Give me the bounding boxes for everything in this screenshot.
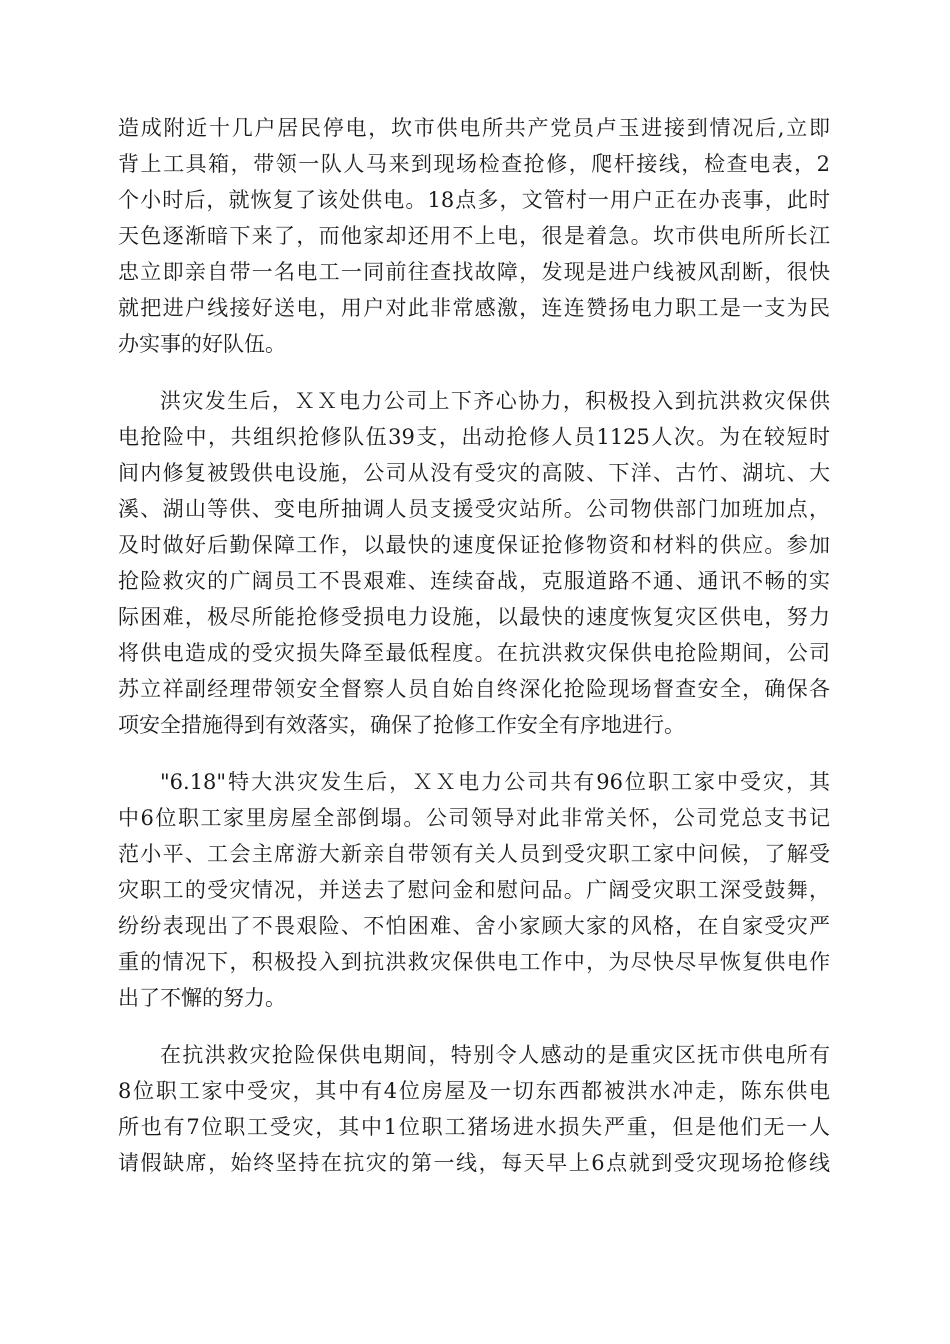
text-line: 所也有7位职工受灾，其中1位职工猪场进水损失严重，但是他们无一人 (118, 1115, 830, 1139)
text-line: 项安全措施得到有效落实，确保了抢修工作安全有序地进行。 (118, 713, 685, 737)
paragraph-3 (118, 764, 830, 1016)
text-line: 造成附近十几户居民停电，坎市供电所共产党员卢玉进接到情况后,立即 (118, 116, 830, 140)
text-line: 间内修复被毁供电设施，公司从没有受灾的高陂、下洋、古竹、湖坑、大 (118, 461, 830, 485)
paragraph-1 (118, 110, 830, 362)
text-line: 请假缺席，始终坚持在抗灾的第一线，每天早上6点就到受灾现场抢修线 (118, 1151, 830, 1175)
document-body (118, 110, 830, 1202)
text-line: 重的情况下，积极投入到抗洪救灾保供电工作中，为尽快尽早恢复供电作 (118, 950, 830, 974)
text-line: 洪灾发生后，ＸＸ电力公司上下齐心协力，积极投入到抗洪救灾保供 (160, 389, 830, 413)
text-line: 溪、湖山等供、变电所抽调人员支援受灾站所。公司物供部门加班加点， (118, 497, 830, 521)
text-line: 天色逐渐暗下来了，而他家却还用不上电，很是着急。坎市供电所所长江 (118, 224, 830, 248)
text-line: 际困难，极尽所能抢修受损电力设施，以最快的速度恢复灾区供电，努力 (118, 605, 830, 629)
text-line: 范小平、工会主席游大新亲自带领有关人员到受灾职工家中问候，了解受 (118, 842, 830, 866)
text-line: 及时做好后勤保障工作，以最快的速度保证抢修物资和材料的供应。参加 (118, 533, 830, 557)
text-line: 灾职工的受灾情况，并送去了慰问金和慰问品。广阔受灾职工深受鼓舞， (118, 878, 830, 902)
paragraph-4 (118, 1037, 830, 1181)
text-line: 中6位职工家里房屋全部倒塌。公司领导对此非常关怀，公司党总支书记 (118, 806, 830, 830)
text-line: 在抗洪救灾抢险保供电期间，特别令人感动的是重灾区抚市供电所有 (160, 1043, 830, 1067)
text-line: 就把进户线接好送电，用户对此非常感激，连连赞扬电力职工是一支为民 (118, 296, 830, 320)
text-line: 纷纷表现出了不畏艰险、不怕困难、舍小家顾大家的风格，在自家受灾严 (118, 914, 830, 938)
text-line: 办实事的好队伍。 (118, 332, 286, 356)
text-line: 8位职工家中受灾，其中有4位房屋及一切东西都被洪水冲走，陈东供电 (118, 1079, 830, 1103)
paragraph-2 (118, 383, 830, 743)
text-line: 苏立祥副经理带领安全督察人员自始自终深化抢险现场督查安全，确保各 (118, 677, 830, 701)
text-line: "6.18"特大洪灾发生后，ＸＸ电力公司共有96位职工家中受灾，其 (160, 770, 830, 794)
text-line: 背上工具箱，带领一队人马来到现场检查抢修，爬杆接线，检查电表，2 (118, 152, 830, 176)
text-line: 将供电造成的受灾损失降至最低程度。在抗洪救灾保供电抢险期间，公司 (118, 641, 830, 665)
text-line: 抢险救灾的广阔员工不畏艰难、连续奋战，克服道路不通、通讯不畅的实 (118, 569, 830, 593)
text-line: 出了不懈的努力。 (118, 986, 286, 1010)
text-line: 忠立即亲自带一名电工一同前往查找故障，发现是进户线被风刮断，很快 (118, 260, 830, 284)
text-line: 电抢险中，共组织抢修队伍39支，出动抢修人员1125人次。为在较短时 (118, 425, 830, 449)
text-line: 个小时后，就恢复了该处供电。18点多，文管村一用户正在办丧事，此时 (118, 188, 830, 212)
